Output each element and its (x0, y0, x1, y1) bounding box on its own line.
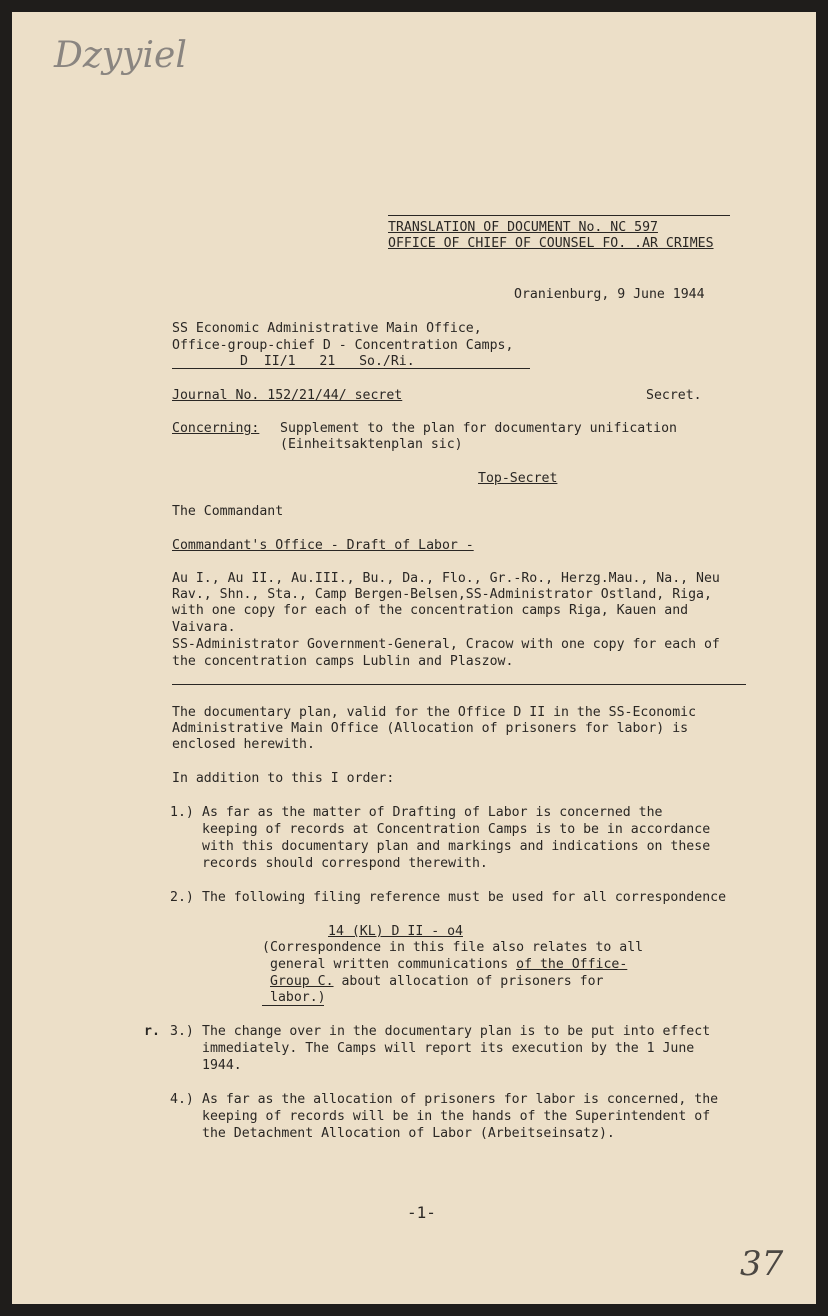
page-number: -1- (407, 1203, 436, 1222)
distribution-line: Rav., Shn., Sta., Camp Bergen-Belsen,SS-Administrator Ostland, Riga, (172, 587, 712, 602)
concerning-line-1: Supplement to the plan for documentary unification (280, 421, 677, 436)
sender-line-3: D II/1 21 So./Ri. (240, 354, 415, 369)
document-page (12, 12, 816, 1304)
intro-line: enclosed herewith. (172, 737, 315, 752)
item-2-line: The following filing reference must be used for all correspondence (202, 890, 727, 905)
concerning-line-2: (Einheitsaktenplan sic) (280, 437, 463, 452)
top-secret: Top-Secret (478, 471, 558, 486)
intro-line: The documentary plan, valid for the Office D II in the SS-Economic (172, 705, 697, 720)
item-4-line: As far as the allocation of prisoners for labor is concerned, the (202, 1092, 719, 1107)
filing-reference: 14 (KL) D II - o4 (328, 924, 463, 939)
filing-note-line-3: Group C. about allocation of prisoners for (270, 974, 604, 989)
order-intro: In addition to this I order: (172, 771, 395, 786)
filing-note-line-1: (Correspondence in this file also relates to all (262, 940, 644, 955)
distribution-line: the concentration camps Lublin and Plaszow. (172, 654, 514, 669)
item-4-number: 4.) (170, 1092, 194, 1107)
item-3-line: 1944. (202, 1058, 242, 1073)
item-1-line: keeping of records at Concentration Camps is to be in accordance (202, 822, 711, 837)
distribution-line: Vaivara. (172, 620, 236, 635)
item-1-line: with this documentary plan and markings and indications on these (202, 839, 711, 854)
item-3-number: 3.) (170, 1024, 194, 1039)
filing-note-line-2: general written communications of the Office- (270, 957, 628, 972)
item-4-line: the Detachment Allocation of Labor (Arbeitseinsatz). (202, 1126, 615, 1141)
distribution-line: SS-Administrator Government-General, Cracow with one copy for each of (172, 637, 720, 652)
item-3-line: The change over in the documentary plan is to be put into effect (202, 1024, 711, 1039)
intro-line: Administrative Main Office (Allocation of prisoners for labor) is (172, 721, 689, 736)
folio-number: 37 (740, 1244, 784, 1284)
item-1-line: As far as the matter of Drafting of Labor is concerned the (202, 805, 663, 820)
item-2-number: 2.) (170, 890, 194, 905)
header-top-rule (388, 215, 730, 216)
dateline: Oranienburg, 9 June 1944 (514, 287, 705, 302)
item-4-line: keeping of records will be in the hands of the Superintendent of (202, 1109, 711, 1124)
filing-note-line-4: labor.) (270, 990, 326, 1005)
office-line: Commandant's Office - Draft of Labor - (172, 538, 474, 553)
filing-note-rule (262, 1005, 324, 1006)
distribution-line: with one copy for each of the concentration camps Riga, Kauen and (172, 603, 689, 618)
classification: Secret. (646, 388, 702, 403)
item-3-line: immediately. The Camps will report its execution by the 1 June (202, 1041, 695, 1056)
sender-line-2: Office-group-chief D - Concentration Camps, (172, 338, 514, 353)
distribution-line: Au I., Au II., Au.III., Bu., Da., Flo., Gr.-Ro., Herzg.Mau., Na., Neu (172, 571, 720, 586)
sender-line-1: SS Economic Administrative Main Office, (172, 321, 482, 336)
margin-mark: r. (144, 1024, 160, 1039)
section-divider (172, 684, 746, 685)
item-1-number: 1.) (170, 805, 194, 820)
header-line-2: OFFICE OF CHIEF OF COUNSEL FO. .AR CRIMES (388, 236, 714, 251)
concerning-label: Concerning: (172, 421, 260, 436)
header-line-1: TRANSLATION OF DOCUMENT No. NC 597 (388, 220, 658, 235)
item-1-line: records should correspond therewith. (202, 856, 488, 871)
sender-rule (172, 368, 530, 369)
handwritten-annotation: Dzyyiel (54, 35, 187, 76)
journal-number: Journal No. 152/21/44/ secret (172, 388, 403, 403)
addressee: The Commandant (172, 504, 284, 519)
